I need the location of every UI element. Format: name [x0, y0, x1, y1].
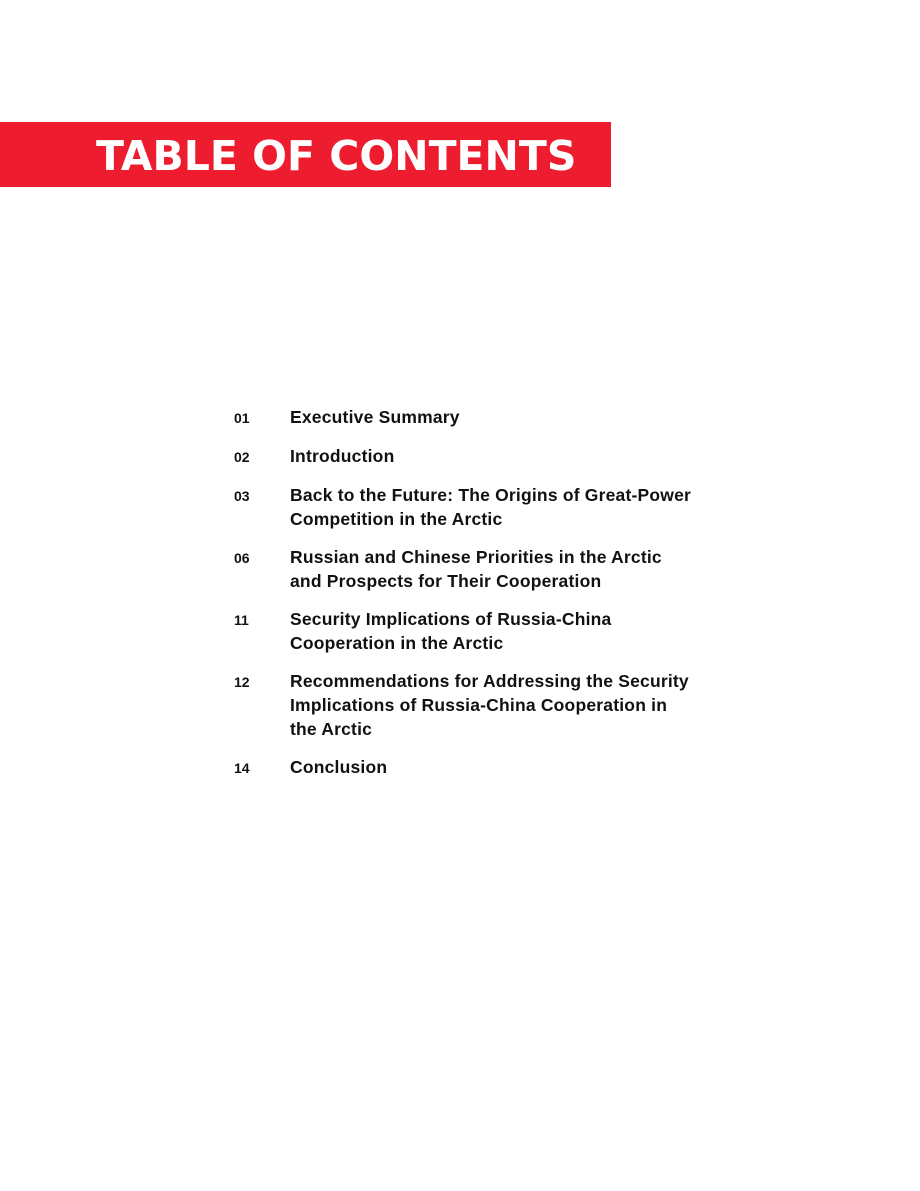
- toc-entry-title: [290, 669, 754, 741]
- toc-title-line: Conclusion: [290, 757, 388, 777]
- toc-entry-introduction[interactable]: [234, 444, 754, 469]
- toc-page-number: 01: [234, 410, 250, 426]
- toc-title-line: Security Implications of Russia-China: [290, 609, 612, 629]
- page-title: TABLE OF CONTENTS: [96, 132, 577, 180]
- toc-title-line: Cooperation in the Arctic: [290, 633, 504, 653]
- toc-page-number: 12: [234, 674, 250, 690]
- toc-entry-title: [290, 405, 754, 429]
- toc-entry-russian-chinese-priorities[interactable]: [234, 545, 754, 593]
- toc-entry-title: [290, 545, 754, 593]
- toc-entry-conclusion[interactable]: [234, 755, 754, 780]
- toc-entry-executive-summary[interactable]: [234, 405, 754, 430]
- toc-page-number: 03: [234, 488, 250, 504]
- toc-title-line: and Prospects for Their Cooperation: [290, 571, 602, 591]
- toc-title-line: the Arctic: [290, 719, 373, 739]
- toc-entry-security-implications[interactable]: [234, 607, 754, 655]
- toc-page-number: 11: [234, 612, 249, 628]
- toc-title-line: Competition in the Arctic: [290, 509, 503, 529]
- toc-title-line: Recommendations for Addressing the Security: [290, 671, 689, 691]
- toc-entry-title: [290, 444, 754, 468]
- toc-page-number: 06: [234, 550, 250, 566]
- toc-entry-recommendations[interactable]: [234, 669, 754, 741]
- toc-title-line: Russian and Chinese Priorities in the Arctic: [290, 547, 662, 567]
- toc-entry-title: [290, 607, 754, 655]
- toc-page-number: 14: [234, 760, 250, 776]
- toc-page-number: 02: [234, 449, 250, 465]
- toc-entry-title: [290, 483, 754, 531]
- toc-title-line: Executive Summary: [290, 407, 460, 427]
- toc-title-line: Back to the Future: The Origins of Great-Power: [290, 485, 692, 505]
- toc-entry-title: [290, 755, 754, 779]
- toc-title-line: Introduction: [290, 446, 395, 466]
- toc-entry-back-to-the-future[interactable]: [234, 483, 754, 531]
- toc-title-line: Implications of Russia-China Cooperation in: [290, 695, 668, 715]
- table-of-contents: [234, 405, 754, 794]
